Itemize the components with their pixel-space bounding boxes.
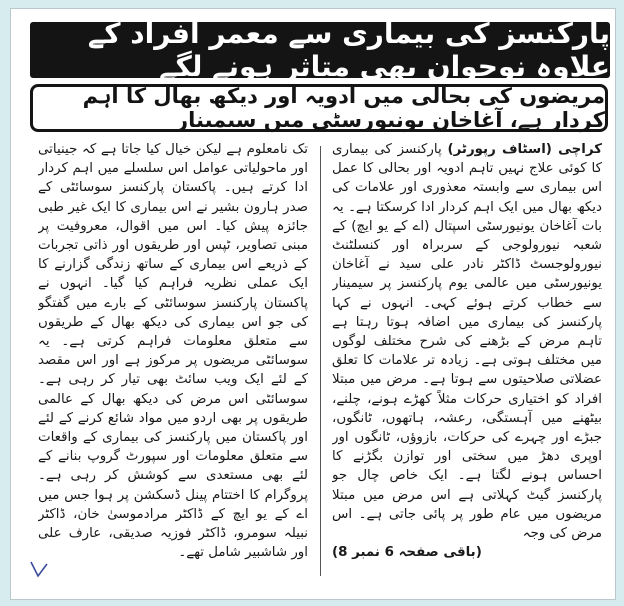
dateline: کراچی (اسٹاف رپورٹر)	[447, 142, 602, 157]
headline-text: پارکنسز کی بیماری سے معمر افراد کے علاوہ نوجوان بھی متاثر ہونے لگے	[87, 17, 610, 83]
headline	[30, 17, 610, 83]
column-divider	[320, 146, 321, 576]
pen-mark-icon	[28, 558, 50, 580]
subheadline	[30, 84, 608, 132]
article-column-right	[332, 140, 602, 580]
subheadline-text: مریضوں کی بحالی میں ادویہ اور دیکھ بھال کا اہم کردار ہے، آغاخان یونیورسٹی میں سیمینار	[82, 84, 605, 132]
article-body-right	[332, 140, 602, 543]
article-text-left: تک نامعلوم ہے لیکن خیال کیا جاتا ہے کہ جینیاتی اور ماحولیاتی عوامل اس سلسلے میں اہم کردار ادا کرتے ہیں۔ پاکستان پارکنسز سوسائٹی کے صدر ہارون بشیر نے اس بیماری کا ایک غیر طبی جائزہ پیش کیا۔ اس میں اقوال، معروفیت پر مبنی تصاویر، ٹپس اور طریقوں اور ذاتی تجربات کے ذریعے اس بیماری کے ساتھ زندگی گزارنے کا ایک عملی نظریہ فراہم کیا گیا۔ انہوں نے پاکستان پارکنسز سوسائٹی کے بارے میں گفتگو کی جو اس بیماری کی دیکھ بھال کے طریقوں سے متعلق معلومات فراہم کرتی ہے۔ یہ سوسائٹی مریضوں پر مرکوز ہے اور اس مقصد کے لئے ایک ویب سائٹ بھی تیار کر رہی ہے۔ سوسائٹی اس مرض کی دیکھ بھال کے عالمی طریقوں پر بھی اردو میں مواد شائع کرنے کے لئے اور پاکستان میں پارکنسز کی بیماری کے واقعات سے متعلق معلومات اور سپورٹ گروپ بنانے کے لئے بھی مستعدی سے کوشش کر رہی ہے۔ پروگرام کا اختتام پینل ڈسکشن پر ہوا جس میں اے کے یو ایچ کے ڈاکٹر مرادموسیٰ خان، ڈاکٹر نبیلہ سومرو، ڈاکٹر فوزیہ صدیقی، عارف علی اور شاشبیر شامل تھے۔	[38, 142, 308, 561]
article-column-left	[38, 140, 308, 580]
article-text-right: پارکنسز کی بیماری کا کوئی علاج نہیں تاہم ادویہ اور بحالی کا عمل اس بیماری سے وابستہ معذوری اور علامات کی دیکھ بھال میں ایک اہم کردار ادا کرسکتا ہے۔ یہ بات آغاخان یونیورسٹی اسپتال (اے کے یو ایچ) کے شعبہ نیورولوجی کے سربراہ اور کنسلٹنٹ نیورولوجسٹ ڈاکٹر نادر علی سید نے آغاخان یونیورسٹی میں عالمی یوم پارکنسز پر سیمینار سے خطاب کرتے ہوئے کہی۔ انہوں نے کہا پارکنسز کی بیماری میں اضافہ ہوتا رہتا ہے تاہم مرض کے بڑھنے کی شرح مختلف لوگوں میں مختلف ہوتی ہے۔ زیادہ تر علامات کا تعلق عضلاتی صلاحیتوں سے ہوتا ہے۔ مرض میں مبتلا افراد کو اختیاری حرکات مثلاً کھڑے ہونے، چلنے، بیٹھنے میں آہستگی، رعشہ، ہاتھوں، ٹانگوں، جبڑے اور چہرے کی حرکات، بازوؤں، ٹانگوں اور اوپری دھڑ میں سختی اور توازن بگڑنے کا احساس ہونے لگتا ہے۔ ایک خاص چال جو پارکنسز گیٹ کہلاتی ہے اس مرض میں مبتلا مریضوں میں عام طور پر پائی جاتی ہے۔ اس مرض کی وجہ	[332, 142, 602, 542]
continuation-note: (باقی صفحہ 6 نمبر 8)	[332, 545, 482, 561]
